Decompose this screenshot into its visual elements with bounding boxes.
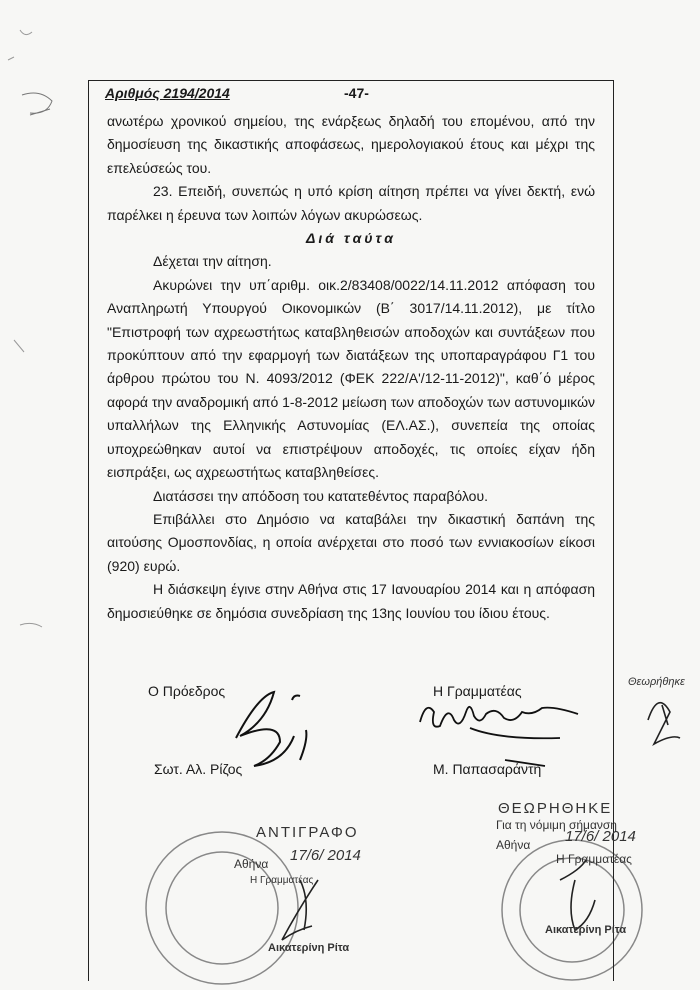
copy-stamp-place: Αθήνα xyxy=(234,857,269,871)
seen-stamp-label: ΘΕΩΡΗΘΗΚΕ xyxy=(498,800,613,817)
copy-stamp-date: 17/6/ 2014 xyxy=(290,847,361,864)
seen-stamp-role: Η Γραμματέας xyxy=(556,852,632,866)
paragraph-annuls: Ακυρώνει την υπ΄αριθμ. οικ.2/83408/0022/14.11.2012 απόφαση του Αναπληρωτή Υπουργού Οικονομικών (Β΄ 3017/14.11.2012), με τίτλο "Επιστροφή των αχρεωστήτως καταβληθεισών αποδοχών και συντάξεων που προκύπτουν από την εφαρμογή των διατάξεων της υποπαραγράφου Γ1 του άρθρου πρώτου του Ν. 4093/2012 (ΦΕΚ 222/Α'/12-11-2012)", καθ΄ό μέρος αφορά την αναδρομική από 1-8-2012 μείωση των αποδοχών των αστυνομικών υπαλλήλων της Ελληνικής Αστυνομίας (ΕΛ.ΑΣ.), συνεπεία της οποίας υποχρεώθηκαν αυτοί να επιστρέψουν αποδοχές, τις οποίες είχαν ήδη εισπράξει, ως αχρεωστήτως καταβληθείσες. xyxy=(107,276,596,481)
paragraph-continuation: ανωτέρω χρονικού σημείου, της ενάρξεως δηλαδή του επομένου, από την δημοσίευση της δικαστικής αποφάσεως, ημερολογιακού έτους και μέχρι της επελεύσεώς του. xyxy=(107,113,595,176)
secretary-name: Μ. Παπασαράντη xyxy=(433,761,542,777)
margin-note: Θεωρήθηκε xyxy=(628,676,685,688)
paragraph-costs: Επιβάλλει στο Δημόσιο να καταβάλει την δικαστική δαπάνη της αιτούσης Ομοσπονδίας, η οποία ανέρχεται στο ποσό των εννιακοσίων είκοσι (920) ευρώ. xyxy=(107,510,595,574)
seen-stamp-date: 17/6/ 2014 xyxy=(565,828,636,845)
decision-body xyxy=(107,110,595,625)
president-name: Σωτ. Αλ. Ρίζος xyxy=(154,761,243,777)
secretary-title: Η Γραμματέας xyxy=(433,683,522,699)
paragraph-deliberation: Η διάσκεψη έγινε στην Αθήνα στις 17 Ιανουαρίου 2014 και η απόφαση δημοσιεύθηκε σε δημόσια συνεδρίαση της 13ης Ιουνίου του ίδιου έτους. xyxy=(107,581,595,621)
margin-signature xyxy=(648,703,680,744)
paragraph-fee-return: Διατάσσει την απόδοση του κατατεθέντος παραβόλου. xyxy=(153,487,489,504)
copy-stamp-role: Η Γραμματέας xyxy=(250,875,314,886)
seen-stamp-text: Για τη νόμιμη σήμανση xyxy=(496,818,617,832)
paragraph-accepts: Δέχεται την αίτηση. xyxy=(153,253,272,270)
page-number: -47- xyxy=(344,85,369,101)
president-title: Ο Πρόεδρος xyxy=(148,683,226,699)
seen-stamp-place: Αθήνα xyxy=(496,838,531,852)
left-margin-marks xyxy=(8,30,52,627)
paragraph-23: 23. Επειδή, συνεπώς η υπό κρίση αίτηση πρέπει να γίνει δεκτή, ενώ παρέλκει η έρευνα των λοιπών λόγων ακυρώσεως. xyxy=(107,183,595,223)
seen-stamp-name: Αικατερίνη Ρίτα xyxy=(545,924,627,936)
copy-stamp-label: ΑΝΤΙΓΡΑΦΟ xyxy=(256,824,359,841)
copy-stamp-name: Αικατερίνη Ρίτα xyxy=(268,942,350,954)
operative-heading: Διά ταύτα xyxy=(306,230,396,247)
decision-number: Αριθμός 2194/2014 xyxy=(105,85,230,101)
